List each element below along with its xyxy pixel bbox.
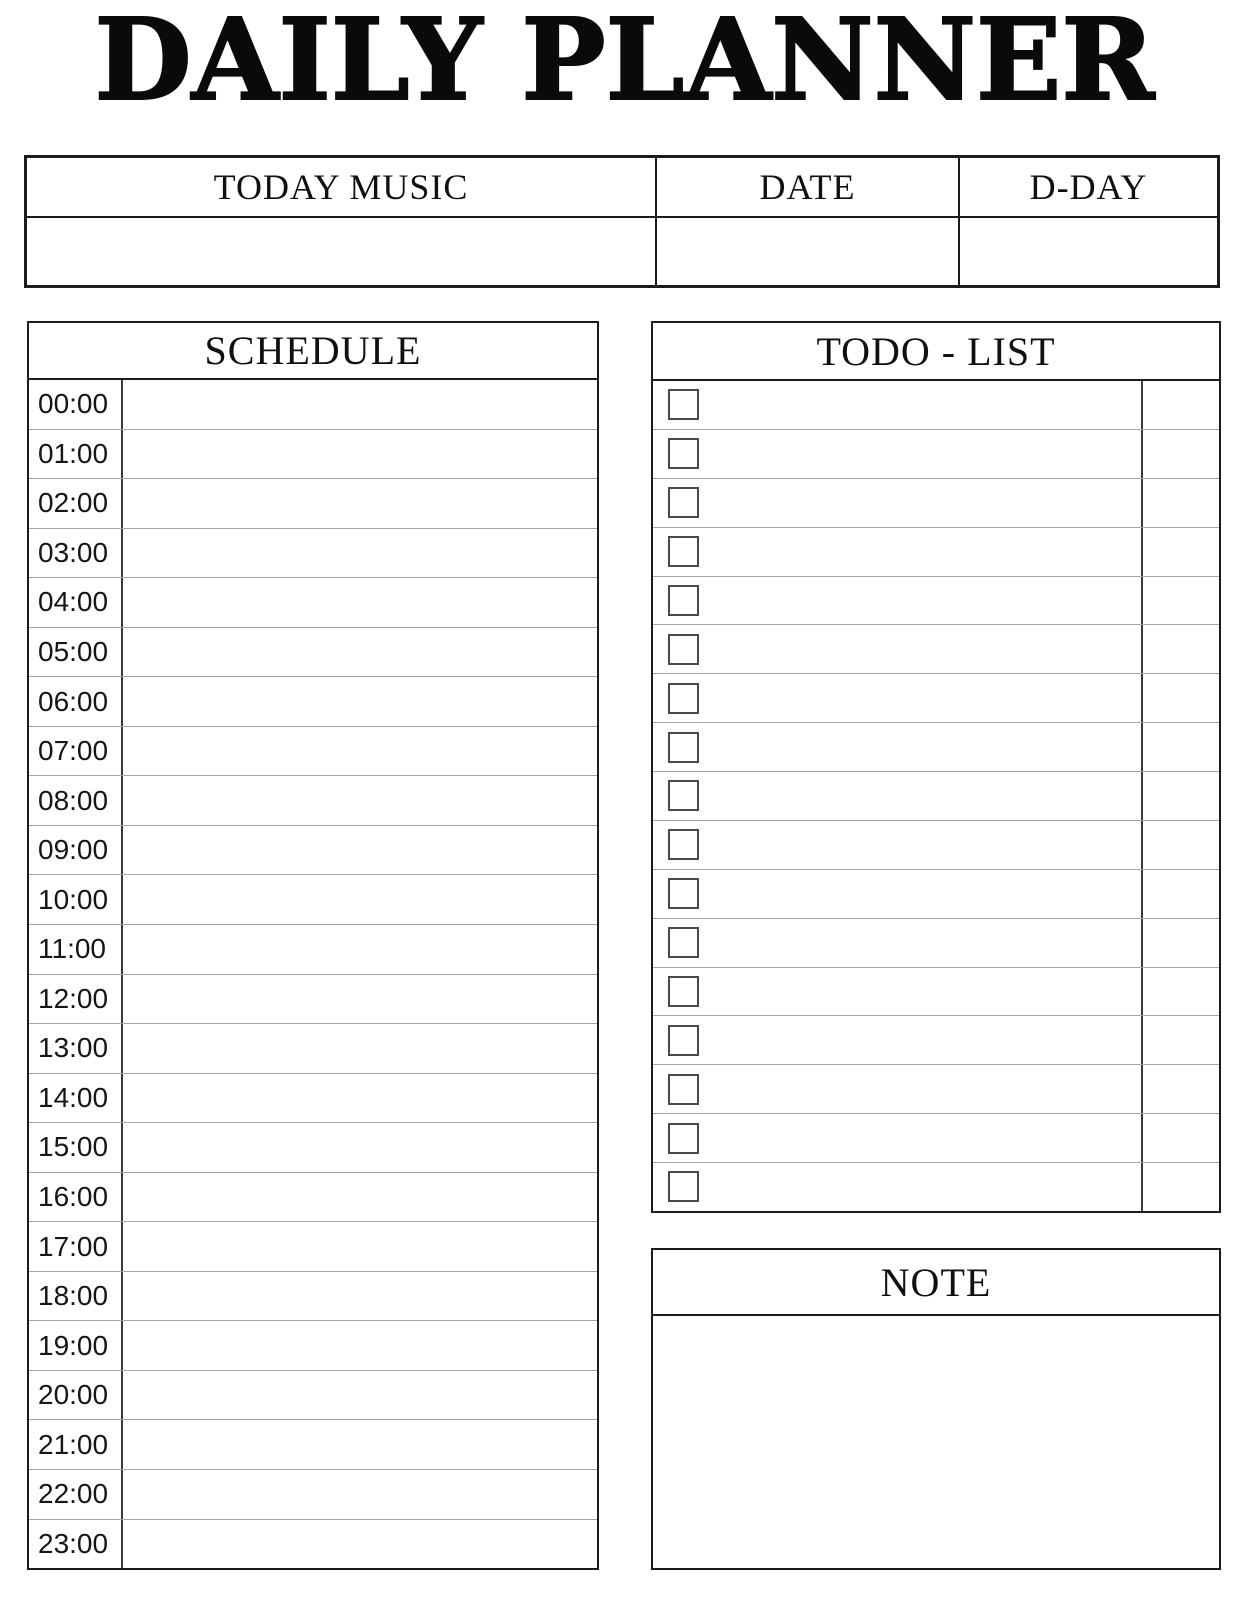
schedule-row-01:00 <box>29 429 597 479</box>
todo-item-cell <box>653 528 1141 576</box>
schedule-entry-cell[interactable] <box>123 1371 597 1420</box>
todo-row <box>653 527 1219 576</box>
dday-label: D-DAY <box>960 158 1217 218</box>
todo-row <box>653 918 1219 967</box>
todo-checkbox[interactable] <box>668 1025 699 1056</box>
schedule-row-02:00 <box>29 478 597 528</box>
note-body[interactable] <box>653 1316 1219 1568</box>
todo-rows <box>653 381 1219 1211</box>
schedule-row-22:00 <box>29 1469 597 1519</box>
todo-title: TODO - LIST <box>653 323 1219 381</box>
schedule-entry-cell[interactable] <box>123 677 597 726</box>
schedule-row-11:00 <box>29 924 597 974</box>
schedule-entry-cell[interactable] <box>123 529 597 578</box>
schedule-row-14:00 <box>29 1073 597 1123</box>
todo-status-cell[interactable] <box>1141 723 1219 771</box>
schedule-row-03:00 <box>29 528 597 578</box>
schedule-entry-cell[interactable] <box>123 1272 597 1321</box>
header-col-date <box>655 158 958 285</box>
schedule-time-label: 00:00 <box>29 380 123 429</box>
schedule-row-00:00 <box>29 380 597 429</box>
schedule-time-label: 22:00 <box>29 1470 123 1519</box>
schedule-entry-cell[interactable] <box>123 925 597 974</box>
schedule-row-18:00 <box>29 1271 597 1321</box>
schedule-entry-cell[interactable] <box>123 875 597 924</box>
schedule-time-label: 18:00 <box>29 1272 123 1321</box>
schedule-time-label: 14:00 <box>29 1074 123 1123</box>
todo-row <box>653 576 1219 625</box>
todo-item-cell <box>653 870 1141 918</box>
schedule-time-label: 17:00 <box>29 1222 123 1271</box>
todo-item-cell <box>653 723 1141 771</box>
schedule-time-label: 11:00 <box>29 925 123 974</box>
schedule-row-07:00 <box>29 726 597 776</box>
todo-checkbox[interactable] <box>668 927 699 958</box>
todo-checkbox[interactable] <box>668 634 699 665</box>
schedule-row-17:00 <box>29 1221 597 1271</box>
schedule-entry-cell[interactable] <box>123 380 597 429</box>
todo-row <box>653 1064 1219 1113</box>
todo-status-cell[interactable] <box>1141 772 1219 820</box>
todo-checkbox[interactable] <box>668 585 699 616</box>
todo-checkbox[interactable] <box>668 683 699 714</box>
todo-checkbox[interactable] <box>668 780 699 811</box>
schedule-time-label: 06:00 <box>29 677 123 726</box>
todo-checkbox[interactable] <box>668 1123 699 1154</box>
header-table <box>24 155 1220 288</box>
todo-status-cell[interactable] <box>1141 674 1219 722</box>
todo-status-cell[interactable] <box>1141 577 1219 625</box>
schedule-row-19:00 <box>29 1320 597 1370</box>
schedule-row-09:00 <box>29 825 597 875</box>
todo-item-cell <box>653 1065 1141 1113</box>
todo-row <box>653 1015 1219 1064</box>
todo-item-cell <box>653 577 1141 625</box>
schedule-entry-cell[interactable] <box>123 430 597 479</box>
schedule-entry-cell[interactable] <box>123 727 597 776</box>
todo-status-cell[interactable] <box>1141 1163 1219 1211</box>
page-title: DAILY PLANNER <box>94 0 1155 126</box>
todo-row <box>653 624 1219 673</box>
todo-row <box>653 967 1219 1016</box>
schedule-title: SCHEDULE <box>29 323 597 380</box>
todo-item-cell <box>653 968 1141 1016</box>
todo-item-cell <box>653 1016 1141 1064</box>
schedule-entry-cell[interactable] <box>123 628 597 677</box>
note-title: NOTE <box>653 1250 1219 1316</box>
schedule-time-label: 05:00 <box>29 628 123 677</box>
schedule-time-label: 20:00 <box>29 1371 123 1420</box>
todo-item-cell <box>653 381 1141 429</box>
todo-checkbox[interactable] <box>668 829 699 860</box>
schedule-time-label: 01:00 <box>29 430 123 479</box>
todo-status-cell[interactable] <box>1141 381 1219 429</box>
schedule-time-label: 10:00 <box>29 875 123 924</box>
schedule-entry-cell[interactable] <box>123 1024 597 1073</box>
schedule-row-12:00 <box>29 974 597 1024</box>
schedule-entry-cell[interactable] <box>123 975 597 1024</box>
schedule-time-label: 03:00 <box>29 529 123 578</box>
todo-checkbox[interactable] <box>668 1074 699 1105</box>
schedule-row-16:00 <box>29 1172 597 1222</box>
todo-status-cell[interactable] <box>1141 1016 1219 1064</box>
schedule-entry-cell[interactable] <box>123 1321 597 1370</box>
todo-row <box>653 381 1219 429</box>
todo-item-cell <box>653 1163 1141 1211</box>
todo-row <box>653 478 1219 527</box>
todo-row <box>653 1162 1219 1211</box>
todo-row <box>653 673 1219 722</box>
schedule-entry-cell[interactable] <box>123 1123 597 1172</box>
todo-row <box>653 429 1219 478</box>
schedule-section <box>27 321 599 1570</box>
todo-item-cell <box>653 625 1141 673</box>
todo-item-cell <box>653 430 1141 478</box>
todo-row <box>653 869 1219 918</box>
schedule-row-05:00 <box>29 627 597 677</box>
todo-item-cell <box>653 479 1141 527</box>
schedule-row-20:00 <box>29 1370 597 1420</box>
todo-item-cell <box>653 919 1141 967</box>
schedule-entry-cell[interactable] <box>123 1074 597 1123</box>
schedule-time-label: 12:00 <box>29 975 123 1024</box>
schedule-time-label: 07:00 <box>29 727 123 776</box>
todo-checkbox[interactable] <box>668 732 699 763</box>
todo-checkbox[interactable] <box>668 389 699 420</box>
todo-checkbox[interactable] <box>668 976 699 1007</box>
todo-status-cell[interactable] <box>1141 1114 1219 1162</box>
todo-status-cell[interactable] <box>1141 430 1219 478</box>
header-col-today-music <box>27 158 655 285</box>
schedule-time-label: 02:00 <box>29 479 123 528</box>
todo-checkbox[interactable] <box>668 487 699 518</box>
schedule-time-label: 13:00 <box>29 1024 123 1073</box>
todo-item-cell <box>653 674 1141 722</box>
todo-status-cell[interactable] <box>1141 1065 1219 1113</box>
todo-checkbox[interactable] <box>668 536 699 567</box>
todo-row <box>653 722 1219 771</box>
todo-status-cell[interactable] <box>1141 968 1219 1016</box>
schedule-time-label: 23:00 <box>29 1520 123 1569</box>
todo-status-cell[interactable] <box>1141 625 1219 673</box>
todo-section <box>651 321 1221 1213</box>
schedule-entry-cell[interactable] <box>123 776 597 825</box>
schedule-entry-cell[interactable] <box>123 1173 597 1222</box>
header-col-dday <box>958 158 1217 285</box>
schedule-row-04:00 <box>29 577 597 627</box>
todo-item-cell <box>653 1114 1141 1162</box>
todo-row <box>653 1113 1219 1162</box>
schedule-row-21:00 <box>29 1419 597 1469</box>
schedule-entry-cell[interactable] <box>123 1222 597 1271</box>
schedule-entry-cell[interactable] <box>123 578 597 627</box>
todo-status-cell[interactable] <box>1141 870 1219 918</box>
todo-status-cell[interactable] <box>1141 821 1219 869</box>
schedule-rows <box>29 380 597 1568</box>
date-value-cell[interactable] <box>657 218 958 285</box>
dday-value-cell[interactable] <box>960 218 1217 285</box>
schedule-time-label: 04:00 <box>29 578 123 627</box>
schedule-row-15:00 <box>29 1122 597 1172</box>
todo-row <box>653 820 1219 869</box>
todo-checkbox[interactable] <box>668 1171 699 1202</box>
todo-row <box>653 771 1219 820</box>
schedule-time-label: 19:00 <box>29 1321 123 1370</box>
todo-item-cell <box>653 821 1141 869</box>
schedule-entry-cell[interactable] <box>123 1420 597 1469</box>
schedule-time-label: 15:00 <box>29 1123 123 1172</box>
schedule-row-08:00 <box>29 775 597 825</box>
todo-status-cell[interactable] <box>1141 528 1219 576</box>
todo-status-cell[interactable] <box>1141 479 1219 527</box>
schedule-row-13:00 <box>29 1023 597 1073</box>
today-music-label: TODAY MUSIC <box>27 158 655 218</box>
schedule-entry-cell[interactable] <box>123 1520 597 1569</box>
schedule-time-label: 08:00 <box>29 776 123 825</box>
todo-checkbox[interactable] <box>668 438 699 469</box>
schedule-entry-cell[interactable] <box>123 1470 597 1519</box>
schedule-time-label: 21:00 <box>29 1420 123 1469</box>
schedule-time-label: 16:00 <box>29 1173 123 1222</box>
schedule-row-23:00 <box>29 1519 597 1569</box>
todo-item-cell <box>653 772 1141 820</box>
today-music-value-cell[interactable] <box>27 218 655 285</box>
note-section <box>651 1248 1221 1570</box>
schedule-time-label: 09:00 <box>29 826 123 875</box>
schedule-row-06:00 <box>29 676 597 726</box>
todo-status-cell[interactable] <box>1141 919 1219 967</box>
schedule-entry-cell[interactable] <box>123 479 597 528</box>
schedule-row-10:00 <box>29 874 597 924</box>
todo-checkbox[interactable] <box>668 878 699 909</box>
schedule-entry-cell[interactable] <box>123 826 597 875</box>
date-label: DATE <box>657 158 958 218</box>
